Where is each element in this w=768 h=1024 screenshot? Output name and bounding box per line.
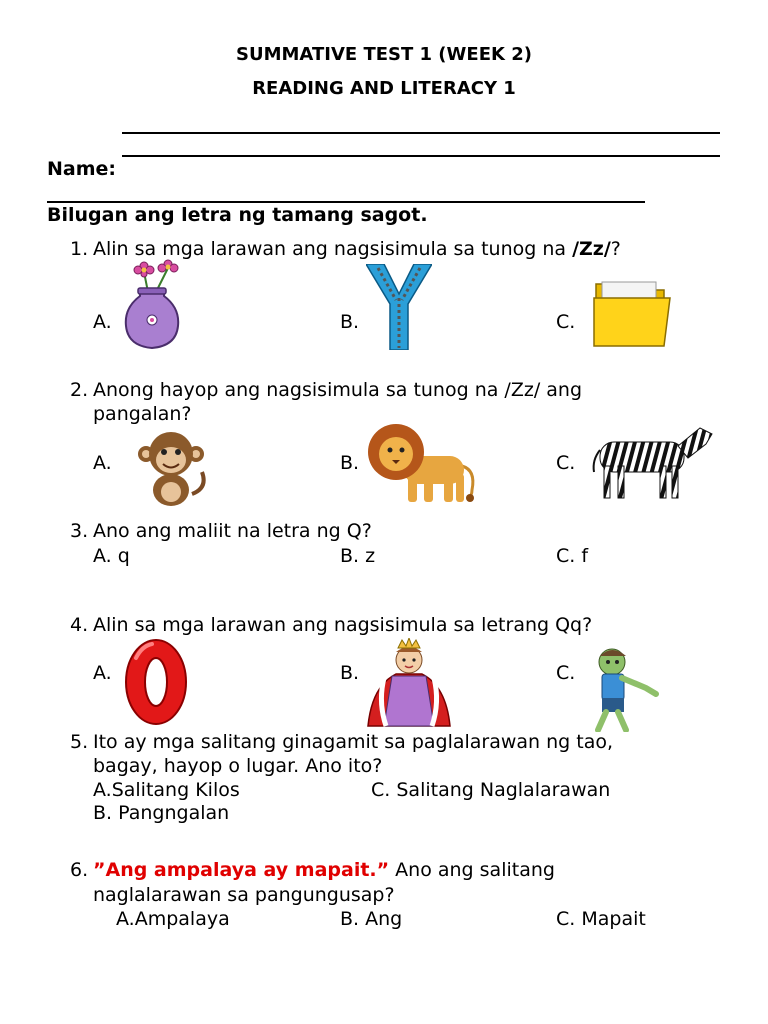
q4-number: 4. [70, 614, 89, 636]
q6-choice-a-letter: A. [116, 908, 135, 930]
q6-quote: ”Ang ampalaya ay mapait.” [93, 859, 390, 881]
q2-choice-b-letter[interactable]: B. [340, 452, 360, 474]
q4-choice-b-letter[interactable]: B. [340, 662, 360, 684]
q2-number: 2. [70, 379, 89, 401]
zebra-icon[interactable] [588, 424, 718, 500]
name-label: Name: [47, 158, 117, 180]
q6-line1 [93, 859, 555, 881]
q4-choice-a-letter[interactable]: A. [93, 662, 112, 684]
q3-choice-b[interactable] [340, 545, 375, 567]
q6-choice-a-text: Ampalaya [134, 908, 230, 930]
q1-choice-b-letter[interactable]: B. [340, 311, 360, 333]
q1-text [93, 238, 621, 260]
q3-choice-c[interactable] [556, 545, 588, 567]
letter-o-icon[interactable] [122, 636, 190, 728]
page-subtitle: READING AND LITERACY 1 [252, 78, 516, 99]
q1-choice-a-letter[interactable]: A. [93, 311, 112, 333]
q5-choice-a[interactable] [93, 779, 240, 801]
folder-icon[interactable] [592, 276, 672, 348]
q5-line2: bagay, hayop o lugar. Ano ito? [93, 755, 383, 777]
lion-icon[interactable] [366, 420, 480, 508]
q3-choice-b-letter: B. [340, 545, 360, 567]
zombie-icon[interactable] [588, 646, 660, 732]
q5-line1: Ito ay mga salitang ginagamit sa paglalarawan ng tao, [93, 731, 614, 753]
q1-end: ? [610, 238, 621, 260]
q5-choice-b-text: Pangngalan [118, 802, 230, 824]
answer-line-1 [122, 132, 720, 134]
q5-choice-c-letter: C. [371, 779, 391, 801]
q1-choice-c-letter[interactable]: C. [556, 311, 576, 333]
name-line [47, 201, 645, 203]
q6-choice-c-letter: C. [556, 908, 576, 930]
q6-choice-c-text: Mapait [581, 908, 646, 930]
q6-number: 6. [70, 859, 89, 881]
zipper-icon[interactable] [366, 264, 432, 350]
queen-icon[interactable] [362, 638, 456, 728]
monkey-icon[interactable] [132, 430, 210, 510]
q4-text: Alin sa mga larawan ang nagsisimula sa letrang Qq? [93, 614, 593, 636]
q3-choice-c-text: f [581, 545, 589, 567]
q6-choice-a[interactable] [116, 908, 230, 930]
q5-number: 5. [70, 731, 89, 753]
q5-choice-c[interactable] [371, 779, 610, 801]
q3-text: Ano ang maliit na letra ng Q? [93, 520, 372, 542]
q2-choice-a-letter[interactable]: A. [93, 452, 112, 474]
q2-line2: pangalan? [93, 403, 192, 425]
q1-sound: /Zz/ [572, 238, 611, 260]
q6-choice-c[interactable] [556, 908, 646, 930]
q3-number: 3. [70, 520, 89, 542]
flower-vase-icon[interactable] [122, 258, 182, 350]
q5-choice-a-text: Salitang Kilos [111, 779, 240, 801]
page-title: SUMMATIVE TEST 1 (WEEK 2) [236, 44, 532, 65]
q5-choice-c-text: Salitang Naglalarawan [396, 779, 611, 801]
q6-choice-b-text: Ang [365, 908, 403, 930]
instruction: Bilugan ang letra ng tamang sagot. [47, 204, 428, 226]
q5-choice-b[interactable] [93, 802, 229, 824]
q6-line1-rest: Ano ang salitang [389, 859, 555, 881]
q3-choice-b-text: z [365, 545, 376, 567]
q6-choice-b-letter: B. [340, 908, 360, 930]
q1-number: 1. [70, 238, 89, 260]
q2-choice-c-letter[interactable]: C. [556, 452, 576, 474]
q6-choice-b[interactable] [340, 908, 402, 930]
q3-choice-a[interactable] [93, 545, 130, 567]
q4-choice-c-letter[interactable]: C. [556, 662, 576, 684]
answer-line-2 [122, 155, 720, 157]
q5-choice-a-letter: A. [93, 779, 112, 801]
q5-choice-b-letter: B. [93, 802, 113, 824]
q3-choice-c-letter: C. [556, 545, 576, 567]
q3-choice-a-text: q [117, 545, 130, 567]
q2-line1: Anong hayop ang nagsisimula sa tunog na /Zz/ ang [93, 379, 582, 401]
q1-prompt: Alin sa mga larawan ang nagsisimula sa tunog na [93, 238, 573, 260]
q3-choice-a-letter: A. [93, 545, 112, 567]
q6-line2: naglalarawan sa pangungusap? [93, 884, 395, 906]
